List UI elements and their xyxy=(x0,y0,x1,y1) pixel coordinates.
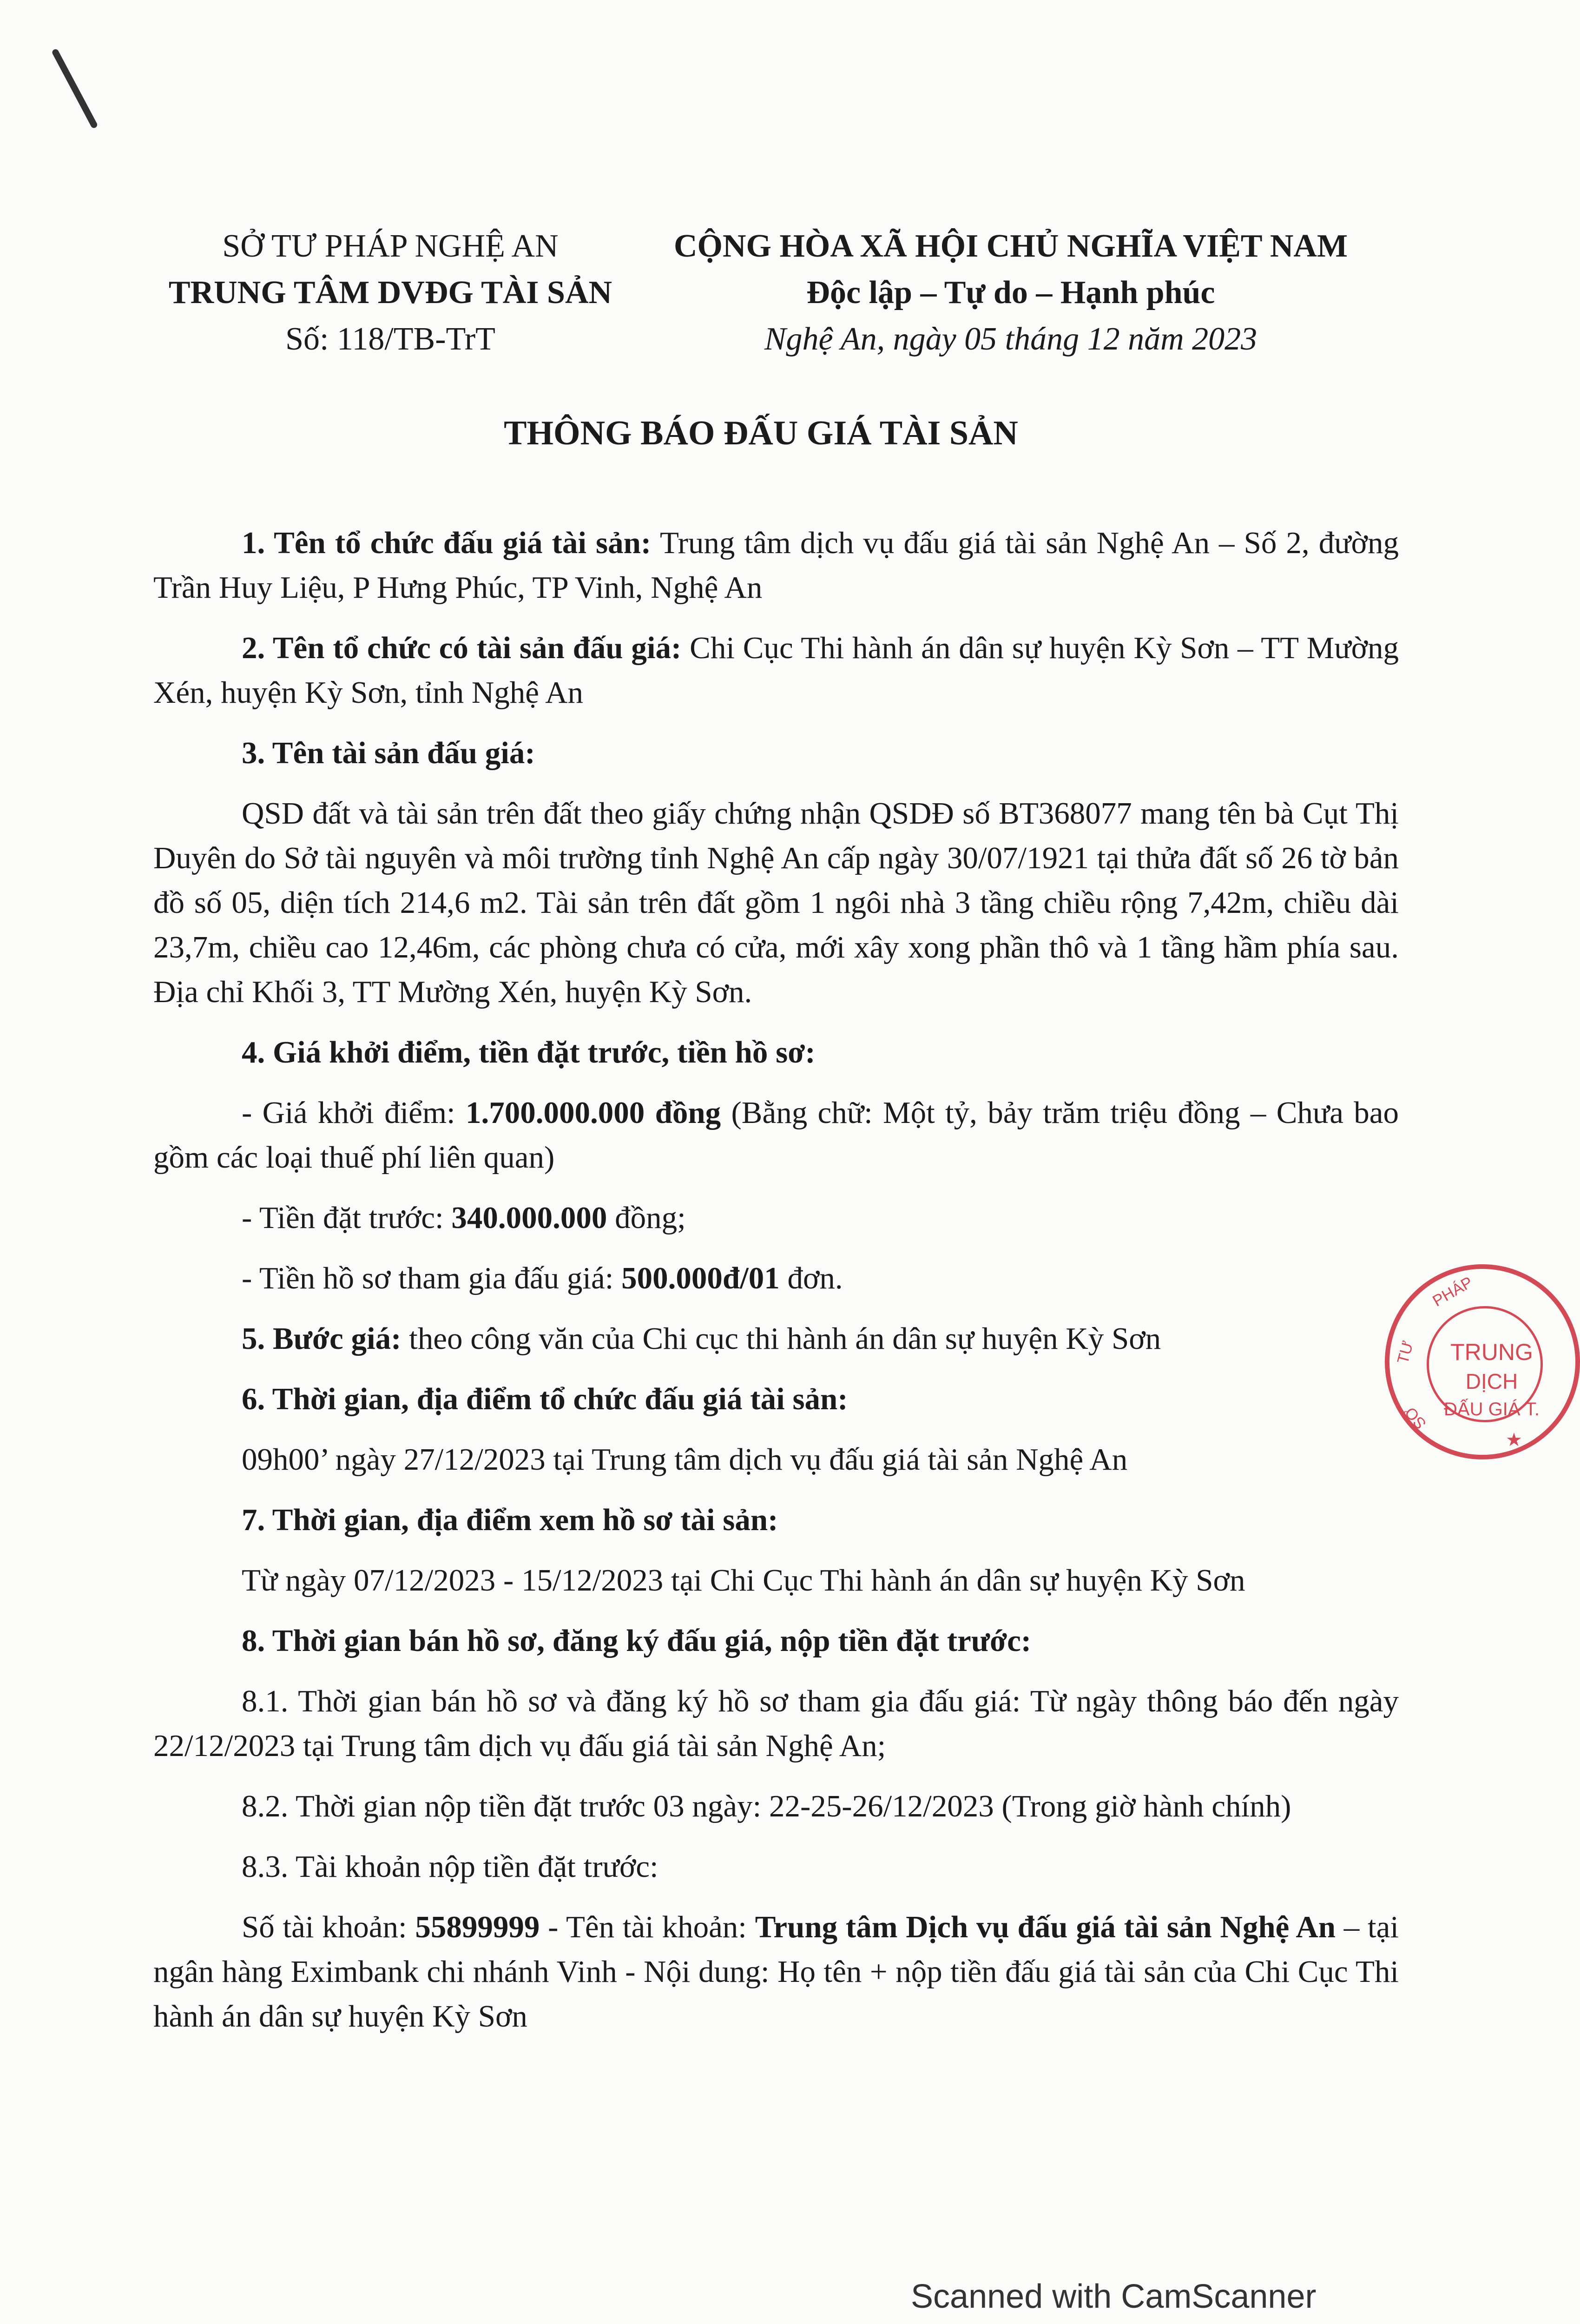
center-name: TRUNG TÂM DVĐG TÀI SẢN xyxy=(168,275,612,310)
stamp-line-1: TRUNG xyxy=(1450,1339,1533,1365)
deposit-label: - Tiền đặt trước: xyxy=(242,1201,452,1235)
stamp-arc-bottom: SỞ xyxy=(1401,1402,1430,1433)
account-label: Số tài khoản: xyxy=(242,1910,415,1944)
section-6-label: 6. Thời gian, địa điểm tổ chức đấu giá tài sản: xyxy=(242,1382,848,1416)
pen-mark xyxy=(51,48,99,129)
section-5 xyxy=(153,1316,1399,1361)
section-3-label: 3. Tên tài sản đấu giá: xyxy=(242,736,535,770)
account-name: Trung tâm Dịch vụ đấu giá tài sản Nghệ An xyxy=(755,1910,1336,1944)
document-number: Số: 118/TB-TrT xyxy=(285,321,495,357)
national-motto: Độc lập – Tự do – Hạnh phúc xyxy=(806,275,1215,310)
starting-price-value: 1.700.000.000 đồng xyxy=(466,1096,721,1130)
section-3-text: QSD đất và tài sản trên đất theo giấy chứng nhận QSDĐ số BT368077 mang tên bà Cụt Thị Duyên do Sở tài nguyên và môi trường tỉnh Nghệ An cấp ngày 30/07/1921 tại thửa đất số 26 tờ bản đồ số 05, diện tích 214,6 m2. Tài sản trên đất gồm 1 ngôi nhà 3 tầng chiều rộng 7,42m, chiều dài 23,7m, chiều cao 12,46m, các phòng chưa có cửa, mới xây xong phần thô và 1 tầng hầm phía sau. Địa chỉ Khối 3, TT Mường Xén, huyện Kỳ Sơn. xyxy=(153,796,1399,1009)
account-details: – tại ngân hàng Eximbank chi nhánh Vinh - Nội dung: Họ tên + nộp tiền đấu giá tài sản của Chi Cục Thi hành án dân sự huyện Kỳ Sơn xyxy=(153,1910,1399,2034)
account-name-label: - Tên tài khoản: xyxy=(540,1910,755,1944)
section-7-label: 7. Thời gian, địa điểm xem hồ sơ tài sản: xyxy=(242,1503,778,1537)
starting-price-label: - Giá khởi điểm: xyxy=(242,1096,466,1130)
document-body xyxy=(153,521,1399,2054)
agency-name: SỞ TƯ PHÁP NGHỆ AN xyxy=(222,228,559,264)
application-fee xyxy=(153,1256,1399,1301)
red-seal-stamp xyxy=(1385,1264,1580,1459)
header-right xyxy=(632,223,1389,363)
section-2-label: 2. Tên tổ chức có tài sản đấu giá: xyxy=(242,631,682,665)
starting-price xyxy=(153,1090,1399,1180)
fee-unit: đơn. xyxy=(779,1261,843,1295)
national-title: CỘNG HÒA XÃ HỘI CHỦ NGHĨA VIỆT NAM xyxy=(673,228,1348,264)
scanner-watermark: Scanned with CamScanner xyxy=(911,2278,1317,2315)
section-1 xyxy=(153,521,1399,610)
section-6-text: 09h00’ ngày 27/12/2023 tại Trung tâm dịch vụ đấu giá tài sản Nghệ An xyxy=(242,1442,1128,1477)
section-1-label: 1. Tên tổ chức đấu giá tài sản: xyxy=(242,526,652,560)
section-8-1: 8.1. Thời gian bán hồ sơ và đăng ký hồ sơ tham gia đấu giá: Từ ngày thông báo đến ngày 22/12/2023 tại Trung tâm dịch vụ đấu giá tài sản Nghệ An; xyxy=(153,1684,1399,1763)
section-1-text: Trung tâm dịch vụ đấu giá tài sản Nghệ An – Số 2, đường Trần Huy Liệu, P Hưng Phúc, TP Vinh, Nghệ An xyxy=(153,526,1399,605)
stamp-star-icon: ★ xyxy=(1506,1430,1522,1450)
section-2-text: Chi Cục Thi hành án dân sự huyện Kỳ Sơn – TT Mường Xén, huyện Kỳ Sơn, tỉnh Nghệ An xyxy=(153,631,1399,710)
section-8-label: 8. Thời gian bán hồ sơ, đăng ký đấu giá, nộp tiền đặt trước: xyxy=(242,1624,1032,1658)
stamp-line-3: ĐẤU GIÁ T. xyxy=(1444,1399,1540,1419)
section-5-label: 5. Bước giá: xyxy=(242,1321,402,1356)
header-left xyxy=(149,223,632,363)
section-2 xyxy=(153,626,1399,715)
deposit-value: 340.000.000 xyxy=(451,1201,607,1235)
section-7-text: Từ ngày 07/12/2023 - 15/12/2023 tại Chi Cục Thi hành án dân sự huyện Kỳ Sơn xyxy=(242,1563,1245,1598)
stamp-arc-left: TƯ xyxy=(1394,1339,1417,1366)
section-8-3: 8.3. Tài khoản nộp tiền đặt trước: xyxy=(242,1849,658,1884)
section-5-text: theo công văn của Chi cục thi hành án dân sự huyện Kỳ Sơn xyxy=(401,1321,1161,1356)
starting-price-words: (Bằng chữ: Một tỷ, bảy trăm triệu đồng – Chưa bao gồm các loại thuế phí liên quan) xyxy=(153,1096,1399,1175)
account-number: 55899999 xyxy=(415,1910,540,1944)
section-4-label: 4. Giá khởi điểm, tiền đặt trước, tiền hồ sơ: xyxy=(242,1035,816,1070)
fee-label: - Tiền hồ sơ tham gia đấu giá: xyxy=(242,1261,622,1295)
document-title: THÔNG BÁO ĐẤU GIÁ TÀI SẢN xyxy=(504,414,1018,452)
bank-account xyxy=(153,1905,1399,2039)
stamp-arc-top: PHÁP xyxy=(1429,1273,1476,1310)
section-8-2: 8.2. Thời gian nộp tiền đặt trước 03 ngày: 22-25-26/12/2023 (Trong giờ hành chính) xyxy=(242,1789,1291,1823)
stamp-line-2: DỊCH xyxy=(1465,1369,1518,1393)
deposit xyxy=(153,1195,1399,1240)
document-date: Nghệ An, ngày 05 tháng 12 năm 2023 xyxy=(764,321,1257,357)
deposit-unit: đồng; xyxy=(607,1201,686,1235)
fee-value: 500.000đ/01 xyxy=(621,1261,780,1295)
